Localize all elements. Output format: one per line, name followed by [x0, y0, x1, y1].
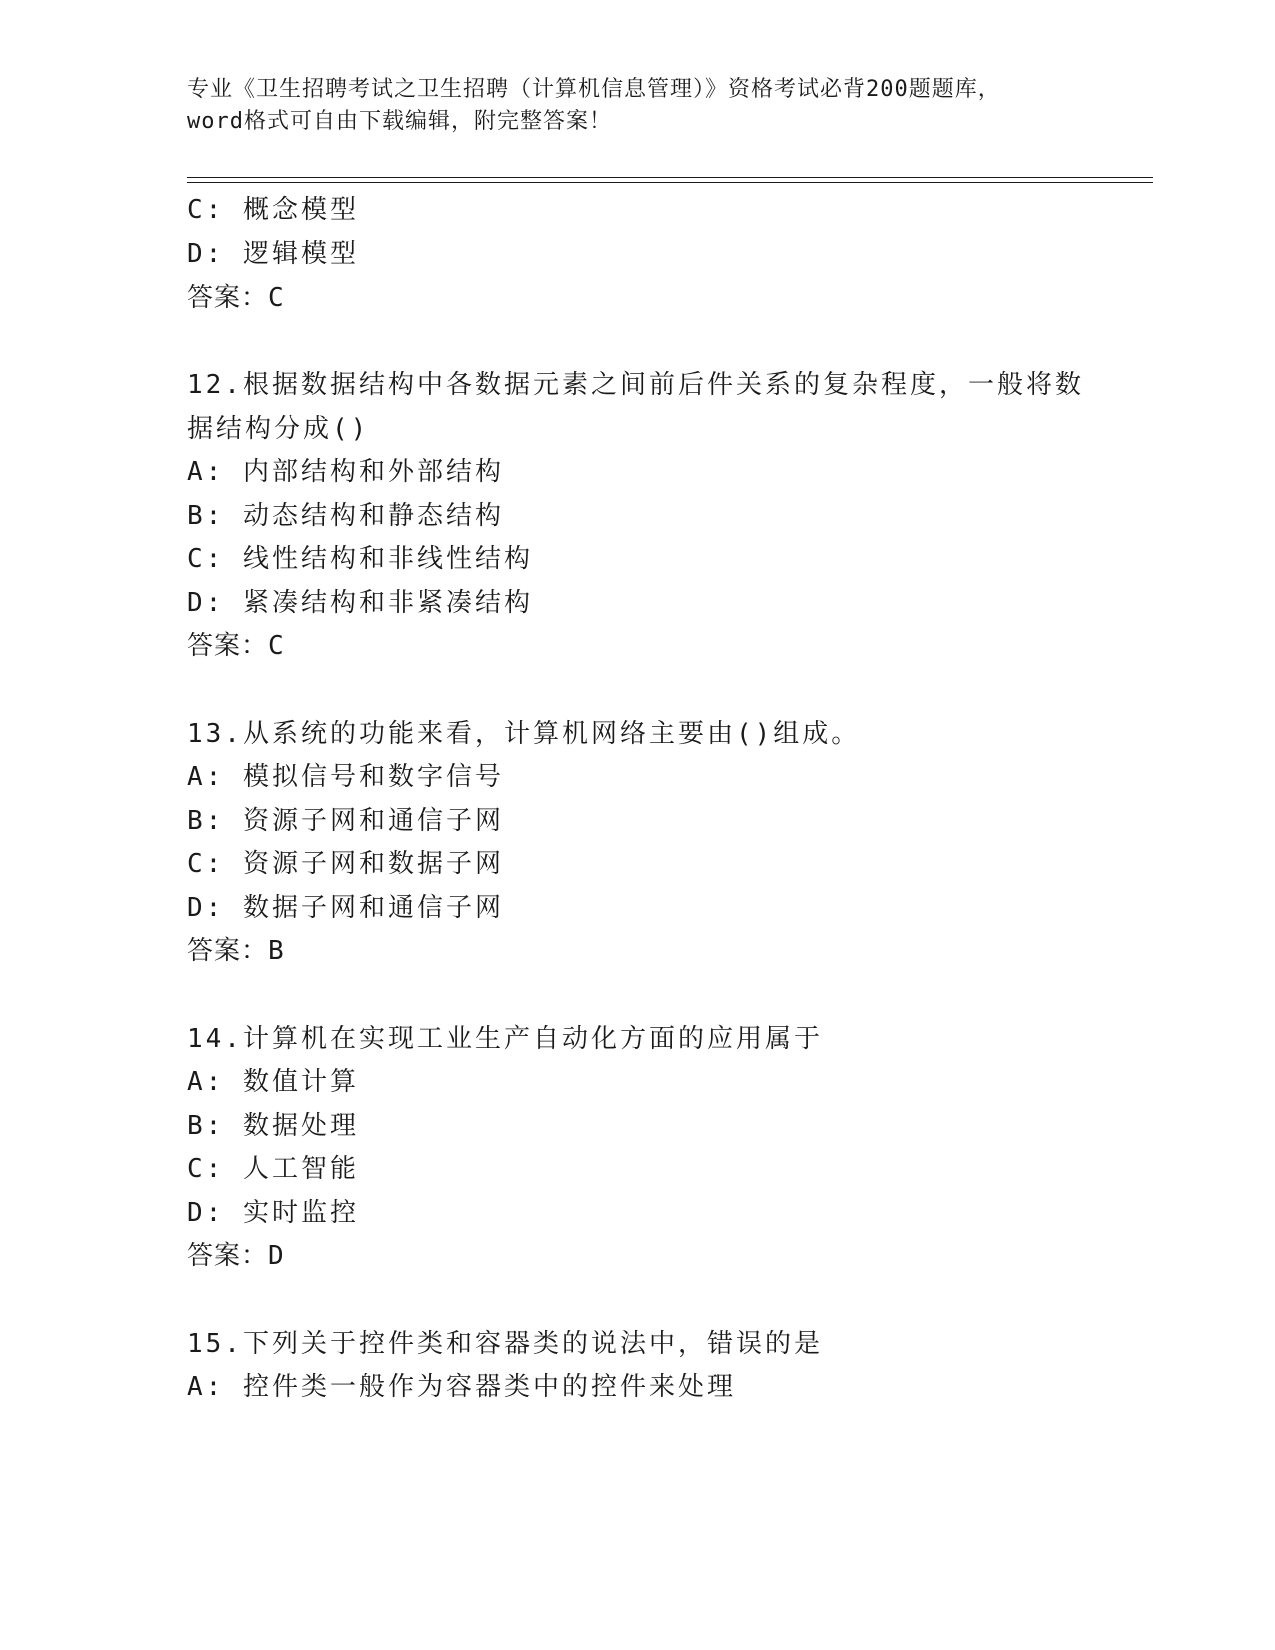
q14-option-a: A: 数值计算 — [187, 1067, 359, 1097]
header-title-line-2: word格式可自由下载编辑，附完整答案！ — [187, 109, 612, 134]
q12-option-d: D: 紧凑结构和非紧凑结构 — [187, 588, 533, 618]
header-title-line-1: 专业《卫生招聘考试之卫生招聘（计算机信息管理）》资格考试必背200题题库， — [187, 77, 1001, 102]
document-header — [187, 74, 1087, 138]
q11-option-d: D: 逻辑模型 — [187, 239, 359, 269]
q12-stem-line-1: 12.根据数据结构中各数据元素之间前后件关系的复杂程度，一般将数 — [187, 370, 1084, 400]
q13-option-d: D: 数据子网和通信子网 — [187, 893, 504, 923]
q12-stem-line-2: 据结构分成() — [187, 414, 370, 444]
q12-option-c: C: 线性结构和非线性结构 — [187, 544, 533, 574]
q12-answer: 答案：C — [187, 631, 285, 661]
q15-option-a: A: 控件类一般作为容器类中的控件来处理 — [187, 1372, 736, 1402]
header-divider-bottom — [187, 182, 1153, 183]
q12-option-b: B: 动态结构和静态结构 — [187, 501, 504, 531]
q14-answer: 答案：D — [187, 1241, 285, 1271]
q14-option-d: D: 实时监控 — [187, 1198, 359, 1228]
q11-answer: 答案：C — [187, 283, 285, 313]
q13-stem: 13.从系统的功能来看，计算机网络主要由()组成。 — [187, 719, 861, 749]
q13-answer: 答案：B — [187, 936, 285, 966]
header-divider-top — [187, 177, 1153, 178]
q13-option-b: B: 资源子网和通信子网 — [187, 806, 504, 836]
q11-option-c: C: 概念模型 — [187, 195, 359, 225]
q13-option-a: A: 模拟信号和数字信号 — [187, 762, 504, 792]
q14-stem: 14.计算机在实现工业生产自动化方面的应用属于 — [187, 1024, 823, 1054]
q13-option-c: C: 资源子网和数据子网 — [187, 849, 504, 879]
q14-option-c: C: 人工智能 — [187, 1154, 359, 1184]
q14-option-b: B: 数据处理 — [187, 1111, 359, 1141]
q15-stem: 15.下列关于控件类和容器类的说法中，错误的是 — [187, 1329, 823, 1359]
q12-option-a: A: 内部结构和外部结构 — [187, 457, 504, 487]
